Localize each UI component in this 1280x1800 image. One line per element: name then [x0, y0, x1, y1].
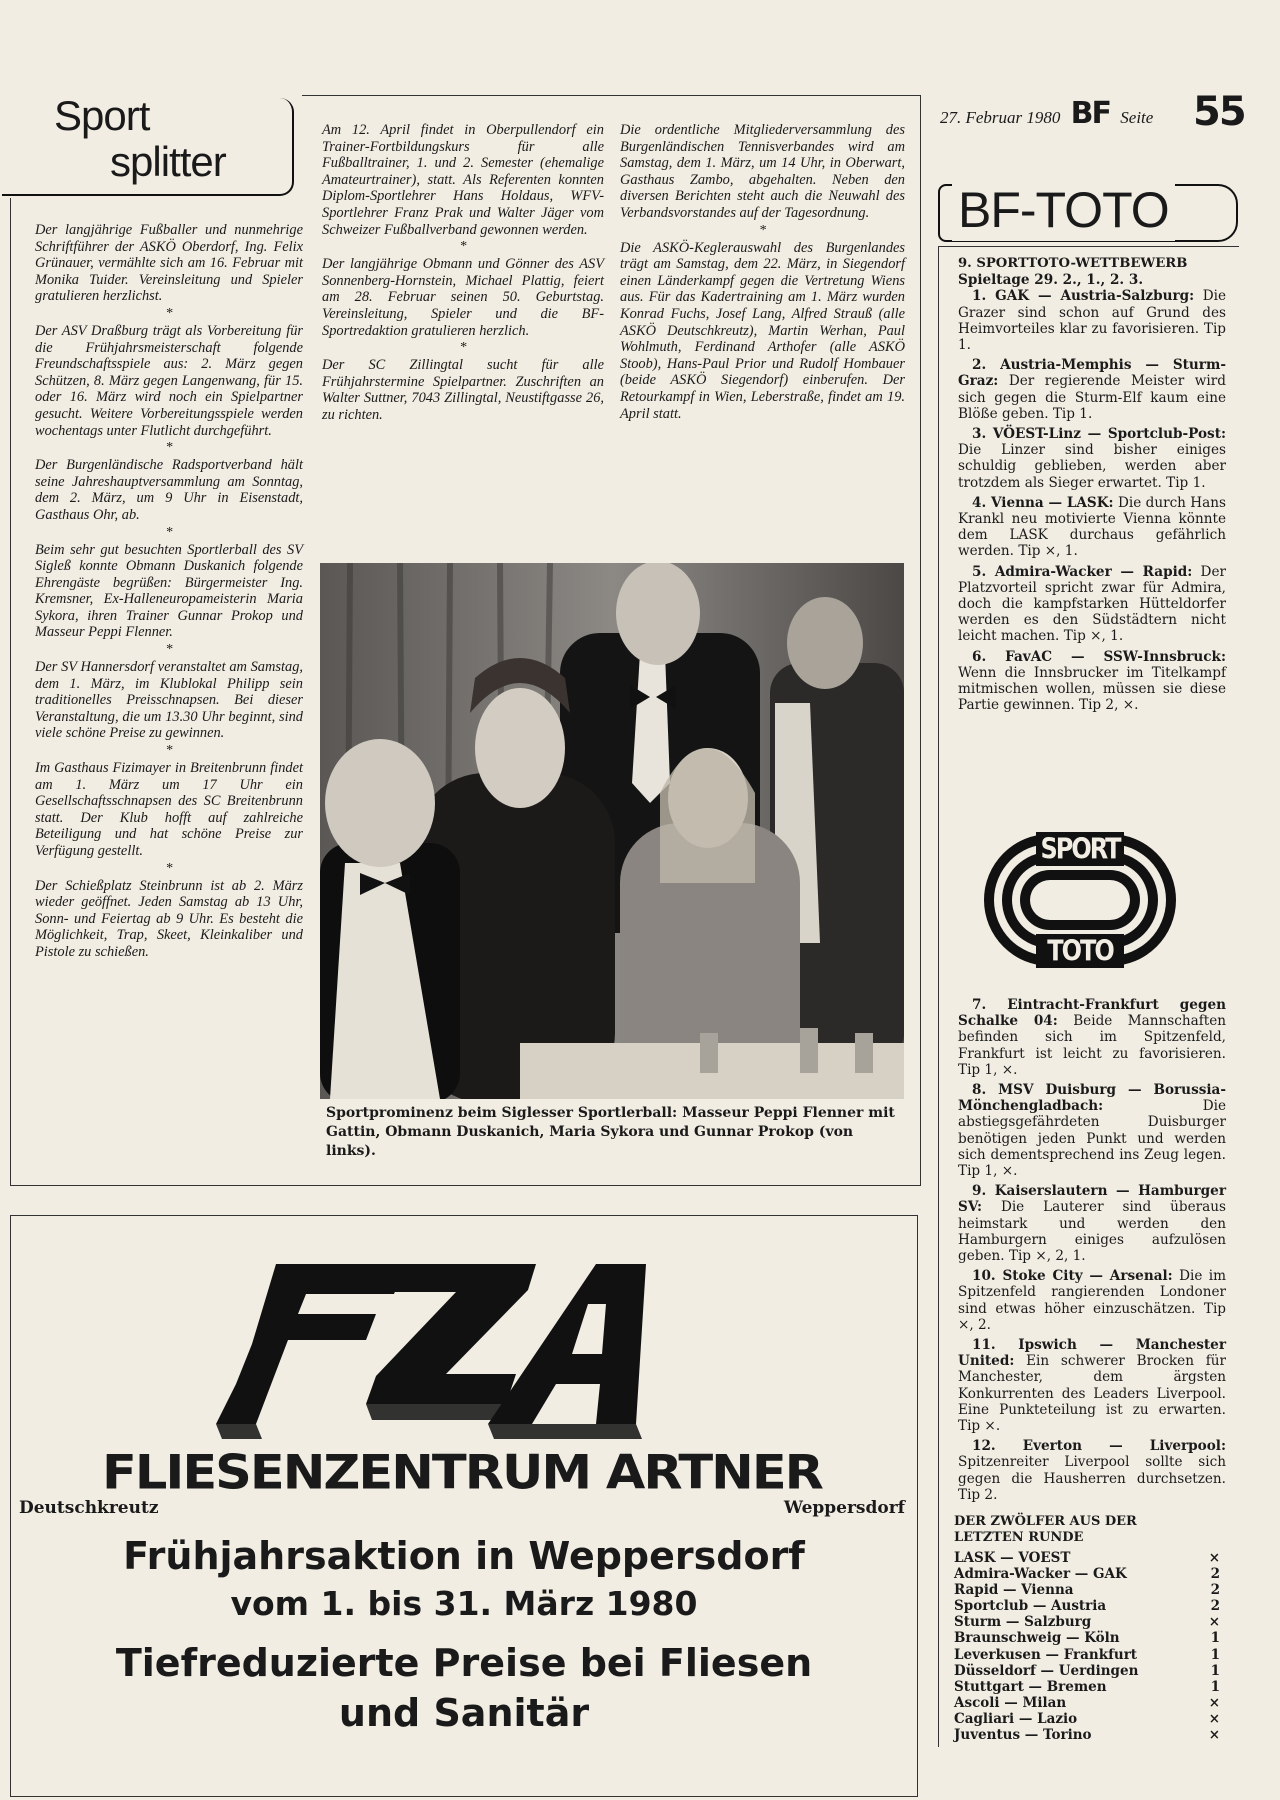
match-tip-text: Die abstiegsgefährdeten Duisburger benötigen jeden Punkt und werden sich dementsprechend ins Zeug legen. Tip 1, ×. [958, 1098, 1226, 1180]
match-tip-text: Beide Mannschaften befinden sich im Spitzenfeld, Frankfurt ist leicht zu favorisieren. Tip 1, ×. [958, 1013, 1226, 1078]
result-match: Admira-Wacker — GAK [954, 1566, 1127, 1583]
bftoto-heading-box [938, 184, 1236, 240]
match-teams: 12. Everton — Liverpool: [972, 1438, 1226, 1455]
toto-match [958, 357, 1226, 422]
result-tip: × [1208, 1710, 1220, 1727]
match-tip-text: Die Linzer sind bisher einiges schuldig geblieben, werden aber trotzdem als Sieger erwartet. Tip 1. [958, 442, 1226, 491]
toto-dates: Spieltage 29. 2., 1., 2. 3. [958, 272, 1144, 289]
toto-match [958, 1337, 1226, 1434]
result-row [954, 1598, 1220, 1614]
result-row [954, 1695, 1220, 1711]
match-teams: 7. Eintracht-Frankfurt gegen Schalke 04: [958, 997, 1226, 1030]
match-teams: 2. Austria-Memphis — Sturm-Graz: [958, 357, 1226, 390]
sport-toto-logo-top: SPORT [1040, 832, 1120, 866]
results-title: DER ZWÖLFER AUS DER LETZTEN RUNDE [954, 1514, 1137, 1545]
result-tip: 1 [1210, 1646, 1220, 1663]
separator: * [165, 642, 173, 658]
news-item: Der SC Zillingtal sucht für alle Frühjahrstermine Spielpartner. Zuschriften an Walter Suttner, 7043 Zillingtal, Neustiftgasse 26, zu richten. [322, 357, 604, 423]
separator: * [165, 524, 173, 540]
toto-section-b [958, 997, 1226, 1503]
issue-date-line [940, 96, 1153, 131]
match-teams: 1. GAK — Austria-Salzburg: [972, 288, 1195, 305]
news-item: Der Burgenländische Radsportverband hält seine Jahreshauptversammlung am Sonntag, dem 2. März, um 9 Uhr in Eisenstadt, Gasthaus Ohr, ab. [35, 457, 303, 523]
match-tip-text: Die im Spitzenfeld rangierenden Londoner sind etwas höher einzuschätzen. Tip ×, 2. [958, 1268, 1227, 1333]
match-teams: 8. MSV Duisburg — Borussia-Mönchengladbach: [958, 1082, 1226, 1115]
ad-offer-line2: und Sanitär [338, 1691, 590, 1735]
result-tip: × [1208, 1727, 1220, 1744]
result-row [954, 1663, 1220, 1679]
result-match: Leverkusen — Frankfurt [954, 1646, 1138, 1663]
paper-logo: BF [1070, 96, 1111, 131]
section-title-word1: Sport [54, 92, 150, 139]
result-match: Braunschweig — Köln [954, 1630, 1120, 1647]
result-row [954, 1566, 1220, 1582]
match-teams: 9. Kaiserslautern — Hamburger SV: [958, 1183, 1226, 1216]
result-tip: × [1208, 1550, 1220, 1566]
sport-toto-logo-bottom: TOTO [1047, 934, 1113, 968]
toto-match [958, 288, 1226, 353]
toto-match [958, 1082, 1226, 1179]
result-match: Sturm — Salzburg [954, 1614, 1092, 1631]
last-round-results [954, 1514, 1220, 1743]
toto-title: 9. SPORTTOTO-WETTBEWERB [958, 256, 1188, 271]
page-number: 55 [1193, 89, 1245, 135]
photo-caption: Sportprominenz beim Siglesser Sportlerball: Masseur Peppi Flenner mit Gattin, Obmann Duskanich, Maria Sykora und Gunnar Prokop (von links). [326, 1105, 895, 1159]
toto-match [958, 426, 1226, 491]
separator: * [459, 340, 467, 356]
news-item: Im Gasthaus Fizimayer in Breitenbrunn findet am 1. März um 17 Uhr ein Gesellschaftsschnapsen des SC Breitenbrunn statt. Der Klub hofft auf zahlreiche Beteiligung und hat schöne Preise zur Verfügung gestellt. [35, 760, 303, 859]
news-item: Der langjährige Fußballer und nunmehrige Schriftführer der ASKÖ Oberdorf, Ing. Felix Grünauer, vermählte sich am 16. Februar mit Monika Tuider. Vereinsleitung und Spieler gratulieren herzlichst. [35, 222, 303, 305]
result-row [954, 1550, 1220, 1566]
separator: * [759, 222, 766, 238]
separator: * [165, 860, 173, 876]
result-row [954, 1679, 1220, 1695]
match-teams: 10. Stoke City — Arsenal: [972, 1268, 1173, 1285]
fza-logo-graphic [216, 1234, 696, 1444]
match-tip-text: Spitzenreiter Liverpool sollte sich gegen die Hausherren durchsetzen. Tip 2. [958, 1454, 1226, 1503]
result-tip: 1 [1210, 1678, 1220, 1695]
result-match: Rapid — Vienna [954, 1582, 1074, 1599]
toto-match [958, 997, 1226, 1078]
match-teams: 11. Ipswich — Manchester United: [958, 1337, 1226, 1370]
news-item: Beim sehr gut besuchten Sportlerball des SV Sigleß konnte Obmann Duskanich folgende Ehrengäste begrüßen: Bürgermeister Ing. Kremsner, Ex-Halleneuropameisterin Maria Sykora, ihren Trainer Gunnar Prokop und Masseur Peppi Flenner. [35, 541, 303, 641]
match-tip-text: Die Grazer sind schon auf Grund des Heimvorteiles klar zu favorisieren. Tip 1. [958, 288, 1226, 354]
match-tip-text: Die Lauterer sind überaus heimstark und werden den Hamburgern einiges aufzulösen geben. Tip ×, 2, 1. [958, 1199, 1227, 1265]
result-match: Ascoli — Milan [954, 1694, 1067, 1711]
toto-match [958, 1438, 1226, 1503]
section-title-word2: splitter [110, 138, 226, 185]
ad-dates: vom 1. bis 31. März 1980 [230, 1584, 698, 1623]
result-row [954, 1647, 1220, 1663]
ad-offer-line1: Tiefreduzierte Preise bei Fliesen [115, 1641, 813, 1685]
toto-match [958, 649, 1226, 714]
match-teams: 6. FavAC — SSW-Innsbruck: [972, 648, 1226, 665]
ad-headline: Frühjahrsaktion in Weppersdorf [123, 1534, 805, 1578]
news-item: Am 12. April findet in Oberpullendorf ein Trainer-Fortbildungskurs für alle Fußballtrainer, 1. und 2. Semester (ehemalige Amateurtrainer), statt. Als Referenten konnten Diplom-Sportlehrer Hans Holdaus, WFV-Sportlehrer Franz Prak und Walter Jäger vom Schweizer Fußballverband gewonnen werden. [322, 122, 604, 238]
match-tip-text: Die durch Hans Krankl neu motivierte Vienna könnte dem LASK durchaus gefährlich werden. Tip ×, 1. [958, 494, 1226, 560]
separator: * [165, 305, 173, 321]
result-row [954, 1614, 1220, 1630]
news-item: Der ASV Draßburg trägt als Vorbereitung für die Frühjahrsmeisterschaft folgende Freundschaftsspiele aus: 2. März gegen Schützen, 8. März gegen Langenwang, für 15. oder 16. März wird noch ein Spielpartner gesucht. Weitere Vorbereitungsspiele werden wochentags unter Flutlicht durchgeführt. [35, 322, 303, 439]
separator: * [165, 440, 173, 456]
toto-match [958, 495, 1226, 560]
news-item: Die ASKÖ-Keglerauswahl des Burgenlandes trägt am Samstag, dem 22. März, in Siegendorf einen Länderkampf gegen die Vertretung Wiens aus. Für das Kadertraining am 1. März wurden Konrad Fuchs, Josef Lang, Alfred Strauß (alle ASKÖ Deutschkreutz), Martin Werhan, Paul Wohlmuth, Ferdinand Arthofer (alle ASKÖ Stoob), Hans-Paul Prior und Rudolf Hombauer (beide ASKÖ Siegendorf) einberufen. Der Retourkampf in Wien, Leberstraße, findet am 19. April statt. [620, 239, 905, 422]
section-header-sportsplitter [2, 92, 295, 198]
match-tip-text: Ein schwerer Brocken für Manchester, dem ärgsten Konkurrenten des Leaders Liverpool. Eine Punkteteilung ist zu erwarten. Tip ×. [958, 1353, 1226, 1435]
ad-location-left: Deutschkreutz [19, 1498, 159, 1518]
advertisement-fliesenzentrum [10, 1215, 918, 1797]
news-item: Der Schießplatz Steinbrunn ist ab 2. März wieder geöffnet. Jeden Samstag ab 13 Uhr, Sonn- und Feiertag ab 9 Uhr. Es besteht die Möglichkeit, Trap, Skeet, Kleinkaliber und Pistole zu schießen. [35, 877, 303, 960]
result-tip: 1 [1210, 1662, 1220, 1679]
result-tip: × [1208, 1614, 1220, 1631]
result-match: Sportclub — Austria [954, 1598, 1107, 1615]
toto-match [958, 1268, 1226, 1333]
match-tip-text: Der regierende Meister wird sich gegen die Sturm-Elf kaum eine Blöße geben. Tip 1. [958, 373, 1226, 422]
separator: * [459, 239, 467, 255]
result-row [954, 1630, 1220, 1646]
result-tip: 2 [1210, 1598, 1220, 1615]
bftoto-heading: BF-TOTO [952, 179, 1175, 241]
result-match: Stuttgart — Bremen [954, 1678, 1107, 1695]
toto-section-a [958, 256, 1226, 713]
result-match: Düsseldorf — Uerdingen [954, 1662, 1139, 1679]
article-column-1 [35, 222, 303, 961]
issue-date: 27. Februar 1980 [940, 108, 1061, 127]
match-tip-text: Wenn die Innsbrucker im Titelkampf mitmischen wollen, müssen sie diese Partie gewinnen. Tip 2, ×. [958, 664, 1226, 714]
toto-match [958, 564, 1226, 645]
toto-match [958, 1183, 1226, 1264]
match-teams: 4. Vienna — LASK: [972, 494, 1114, 511]
ad-brand-name: FLIESENZENTRUM ARTNER [102, 1446, 822, 1501]
result-tip: 2 [1210, 1582, 1220, 1599]
separator: * [165, 743, 173, 759]
news-item: Die ordentliche Mitgliederversammlung des Burgenländischen Tennisverbandes wird am Samstag, dem 1. März, um 14 Uhr, in Oberwart, Gasthaus Zambo, abgehalten. Neben den diversen Berichten steht auch die Neuwahl des Verbandsvorstandes auf der Tagesordnung. [620, 122, 905, 221]
result-match: Juventus — Torino [954, 1727, 1092, 1744]
result-match: LASK — VOEST [954, 1550, 1071, 1566]
photo-image [320, 563, 904, 1099]
news-item: Der langjährige Obmann und Gönner des ASV Sonnenberg-Hornstein, Michael Plattig, feiert am 28. Februar seinen 50. Geburtstag. Vereinsleitung, Spieler und die BF-Sportredaktion gratulieren herzlich. [322, 256, 604, 339]
result-tip: 2 [1210, 1566, 1220, 1583]
article-column-2 [322, 122, 604, 424]
match-teams: 3. VÖEST-Linz — Sportclub-Post: [972, 426, 1226, 443]
result-row [954, 1582, 1220, 1598]
news-item: Der SV Hannersdorf veranstaltet am Samstag, dem 1. März, im Klublokal Philipp sein traditionelles Preisschnapsen. Bei dieser Veranstaltung, die um 13.30 Uhr beginnt, sind viele schöne Preise zu gewinnen. [35, 659, 303, 742]
match-teams: 5. Admira-Wacker — Rapid: [972, 563, 1193, 580]
result-tip: × [1208, 1694, 1220, 1711]
ball-photo [320, 563, 904, 1099]
ad-location-right: Weppersdorf [783, 1498, 905, 1518]
result-tip: 1 [1210, 1630, 1220, 1647]
result-row [954, 1711, 1220, 1727]
result-row [954, 1727, 1220, 1743]
fza-logo [216, 1234, 696, 1444]
page-label: Seite [1120, 108, 1154, 127]
match-tip-text: Der Platzvorteil spricht zwar für Admira, doch die kampfstarken Hütteldorfer werden es den Südstädtern nicht leicht machen. Tip ×, 1. [958, 563, 1226, 645]
article-frame-left [10, 198, 11, 1186]
article-column-3 [620, 122, 905, 422]
result-match: Cagliari — Lazio [954, 1710, 1078, 1727]
sport-toto-logo [980, 830, 1180, 970]
article-frame-bottom [10, 1185, 920, 1186]
